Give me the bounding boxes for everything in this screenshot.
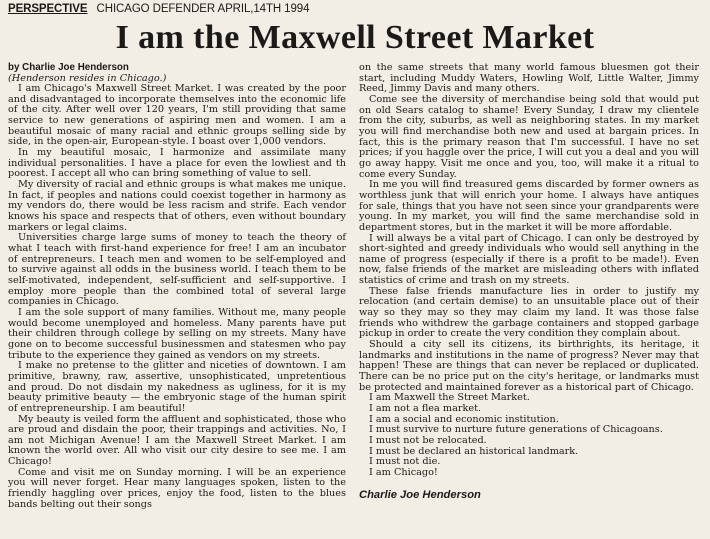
- dateline: CHICAGO DEFENDER APRIL,14TH 1994: [96, 3, 310, 15]
- left-column: [8, 63, 346, 510]
- article-title: I am the Maxwell Street Market: [115, 19, 595, 56]
- paragraph: My beauty is veiled form the affluent and sophisticated, those who are proud and disdain the poor, their trappings and activities. No, I am not Michigan Avenue! I am the Maxwell Street Market. I am known the world over. All who visit our city desire to see me. I am Chicago!: [8, 413, 346, 468]
- paragraph: Come see the diversity of merchandise being sold that would put on old Sears catalog to shame! Every Sunday, I draw my clientele from the city, suburbs, as well as neighboring states. In my market you will find merchandise both new and used at bargain prices. In fact, this is the primary reason that I'm successful. I have no set prices; if you haggle over the price, I will cut you a deal and you will go away happy. Visit me once and you, too, will make it a ritual to come every Sunday.: [359, 93, 699, 180]
- paragraph: These false friends manufacture lies in order to justify my relocation (and certain demise) to an unsuitable place out of their way so they may so they may claim my land. It was those false friends who withdrew the garbage containers and stopped garbage pickup in order to create the very condition they complain about.: [359, 285, 699, 340]
- paragraph: My diversity of racial and ethnic groups is what makes me unique. In fact, if peoples and nations could coexist together in harmony as my vendors do, there would be less racism and strife. Each vendor knows his space and respects that of others, even without boundary markers or legal claims.: [8, 179, 346, 233]
- author-note: (Henderson resides in Chicago.): [8, 72, 167, 84]
- paragraph: In my beautiful mosaic, I harmonize and assimilate many individual personalities. I have a place for even the lowliest and th poorest. I accept all who can bring something of value to sell.: [8, 147, 346, 180]
- paragraph: Universities charge large sums of money to teach the theory of what I teach with first-hand experience for free! I am an incubator of entrepreneurs. I teach men and women to be self-employed and to survive against all odds in the business world. I teach them to be self-motivated, independent, self-sufficient and self-supportive. I employ more people than the combined total of several large companies in Chicago.: [8, 232, 346, 308]
- paragraph: I am the sole support of many families. Without me, many people would become unemployed and homeless. Many parents have put their children through college by selling on my streets. Many have gone on to become successful businessmen and statesmen who pay tribute to the experience they gained as vendors on my streets.: [8, 306, 346, 361]
- byline: by Charlie Joe Henderson: [8, 62, 129, 73]
- section-label: PERSPECTIVE: [8, 3, 88, 15]
- paragraph: Come and visit me on Sunday morning. I will be an experience you will never forget. Hear many languages spoken, listen to the friendly haggling over prices, enjoy the food, listen to the blues bands belting out their songs: [8, 466, 346, 510]
- paragraph: In me you will find treasured gems discarded by former owners as worthless junk that will enrich your home. I always have antiques for sale, things that you have not seen since your grandparents were young. In my market, you will find the same merchandise sold in department stores, but in the market it will be more affordable.: [359, 179, 699, 233]
- statement: I must not die.: [369, 456, 441, 468]
- page-header: [8, 3, 309, 16]
- paragraph: Should a city sell its citizens, its birthrights, its heritage, it landmarks and institutions in the name of progress? Never may that happen! These are things that can never be replaced or duplicated. There can be no price put on the city's heritage, or landmarks must be protected and maintained forever as a historical part of Chicago.: [359, 339, 699, 393]
- right-column: [359, 63, 699, 502]
- statement: I must be declared an historical landmark.: [369, 445, 579, 457]
- statement: I am a social and economic institution.: [369, 413, 559, 425]
- statement: I must survive to nurture future generations of Chicagoans.: [369, 424, 663, 436]
- statement: I must not be relocated.: [369, 434, 487, 446]
- statement: I am Maxwell the Street Market.: [369, 392, 530, 404]
- paragraph: I am Chicago's Maxwell Street Market. I was created by the poor and disadvantaged to incorporate themselves into the economic life of the city. After well over 120 years, I'm still providing that same service to new generations of aspiring men and women. I am a beautiful mosaic of many racial and ethnic groups selling side by side, in the open-air, European-style. I boast over 1,000 vendors.: [8, 83, 346, 148]
- statement: I am Chicago!: [369, 466, 438, 478]
- paragraph: I make no pretense to the glitter and niceties of downtown. I am primitive, brawny, raw, assertive, unsophisticated, unpretentious and proud. Do not disdain my nakedness as ugliness, for it is my beauty primitive beauty — the embryonic stage of the human spirit of entrepreneurship. I am beautiful!: [8, 360, 346, 414]
- author-signature: Charlie Joe Henderson: [359, 488, 481, 501]
- statement: I am not a flea market.: [369, 403, 482, 414]
- paragraph: on the same streets that many world famous bluesmen got their start, including Muddy Waters, Howling Wolf, Little Walter, Jimmy Reed, Jimmy Davis and many others.: [359, 62, 699, 95]
- paragraph: I will always be a vital part of Chicago. I can only be destroyed by short-sighted and greedy individuals who would sell anything in the name of progress (especially if there is a profit to be made!). Even now, false friends of the market are misleading others with inflated statistics of crime and trash on my streets.: [359, 232, 699, 287]
